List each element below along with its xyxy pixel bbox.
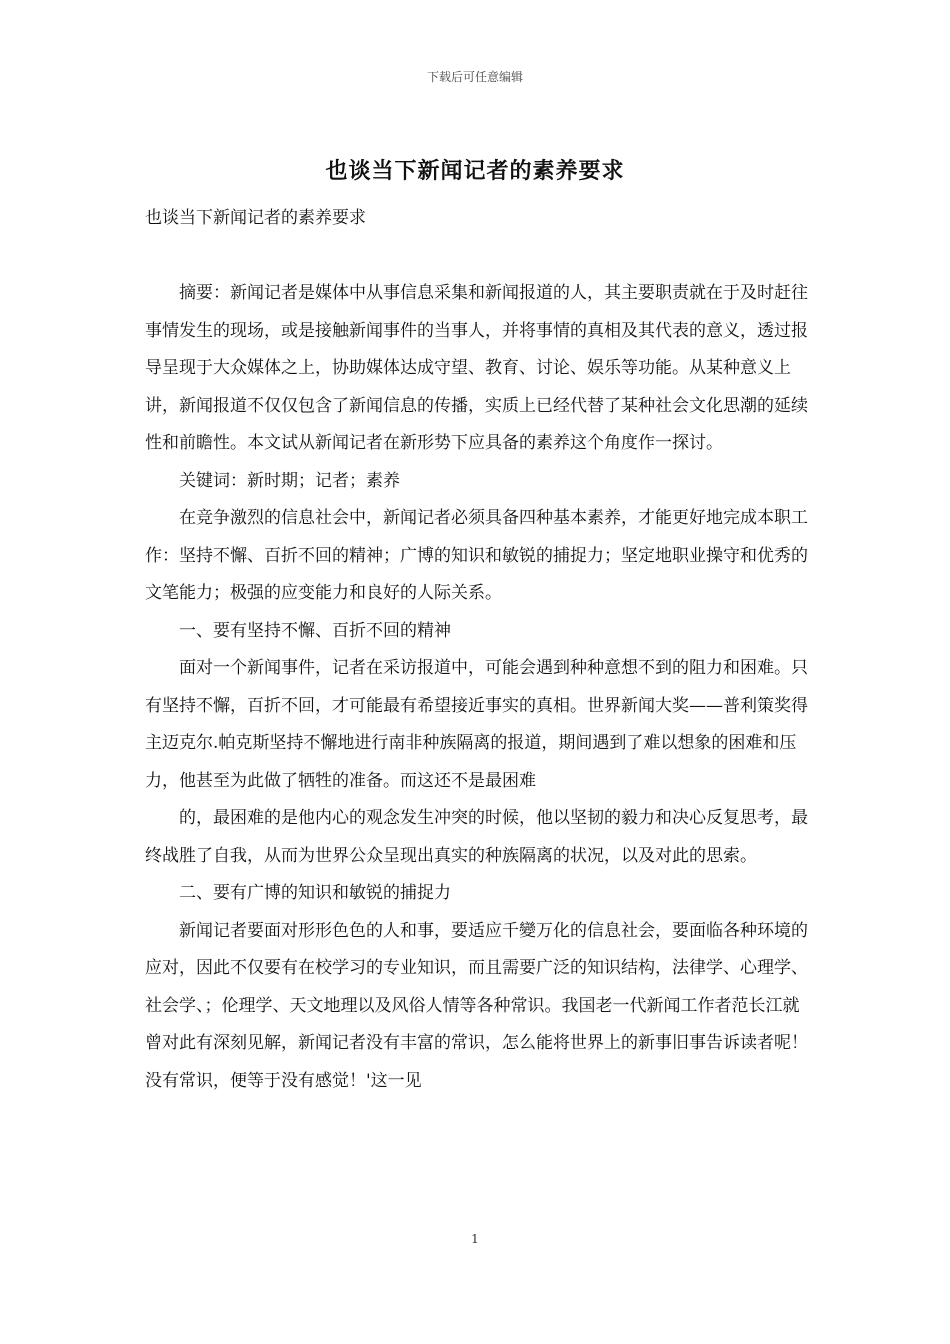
section-2-paragraph-1: 新闻记者要面对形形色色的人和事，要适应千變万化的信息社会，要面临各种环境的应对，因此不仅要有在校学习的专业知识，而且需要广泛的知识结构，法律学、心理学、社会学、；伦理学、天文地理以及风俗人情等各种常识。我国老一代新闻工作者范长江就曾对此有深刻见解，新闻记者没有丰富的常识，怎么能将世界上的新事旧事告诉读者呢！没有常识，便等于没有感觉！'这一见 bbox=[145, 920, 808, 1091]
page-header: 下载后可任意编辑 bbox=[426, 70, 523, 84]
section-1-paragraph-2: 的，最困难的是他内心的观念发生冲突的时候，他以坚韧的毅力和决心反复思考，最终战胜了自我，从而为世界公众呈现出真实的种族隔离的状况，以及对此的思索。 bbox=[145, 808, 808, 866]
document-title: 也谈当下新闻记者的素养要求 bbox=[325, 158, 625, 184]
page-number: 1 bbox=[471, 1232, 479, 1246]
keywords-line: 关键词：新时期；记者；素养 bbox=[179, 470, 400, 491]
abstract-paragraph: 摘要：新闻记者是媒体中从事信息采集和新闻报道的人，其主要职责就在于及时赶往事情发生的现场，或是接触新闻事件的当事人，并将事情的真相及其代表的意义，透过报导呈现于大众媒体之上，协助媒体达成守望、教育、讨论、娱乐等功能。从某种意义上讲，新闻报道不仅仅包含了新闻信息的传播，实质上已经代替了某种社会文化思潮的延续性和前瞻性。本文试从新闻记者在新形势下应具备的素养这个角度作一探讨。 bbox=[145, 283, 808, 453]
document-body bbox=[145, 200, 810, 1100]
intro-paragraph: 在竞争激烈的信息社会中，新闻记者必须具备四种基本素养，才能更好地完成本职工作：坚持不懈、百折不回的精神；广博的知识和敏锐的捕捉力；坚定地职业操守和优秀的文笔能力；极强的应变能力和良好的人际关系。 bbox=[145, 508, 808, 603]
section-1-paragraph-1: 面对一个新闻事件，记者在采访报道中，可能会遇到种种意想不到的阻力和困难。只有坚持不懈，百折不回，才可能最有希望接近事实的真相。世界新闻大奖——普利策奖得主迈克尔.帕克斯坚持不懈地进行南非种族隔离的报道，期间遇到了难以想象的困难和压力，他甚至为此做了牺牲的准备。而这还不是最困难 bbox=[145, 658, 808, 791]
section-2-heading: 二、要有广博的知识和敏锐的捕捉力 bbox=[179, 883, 451, 903]
section-1-heading: 一、要有坚持不懈、百折不回的精神 bbox=[179, 620, 451, 641]
blank-line bbox=[145, 238, 810, 276]
document-subtitle: 也谈当下新闻记者的素养要求 bbox=[145, 208, 366, 228]
